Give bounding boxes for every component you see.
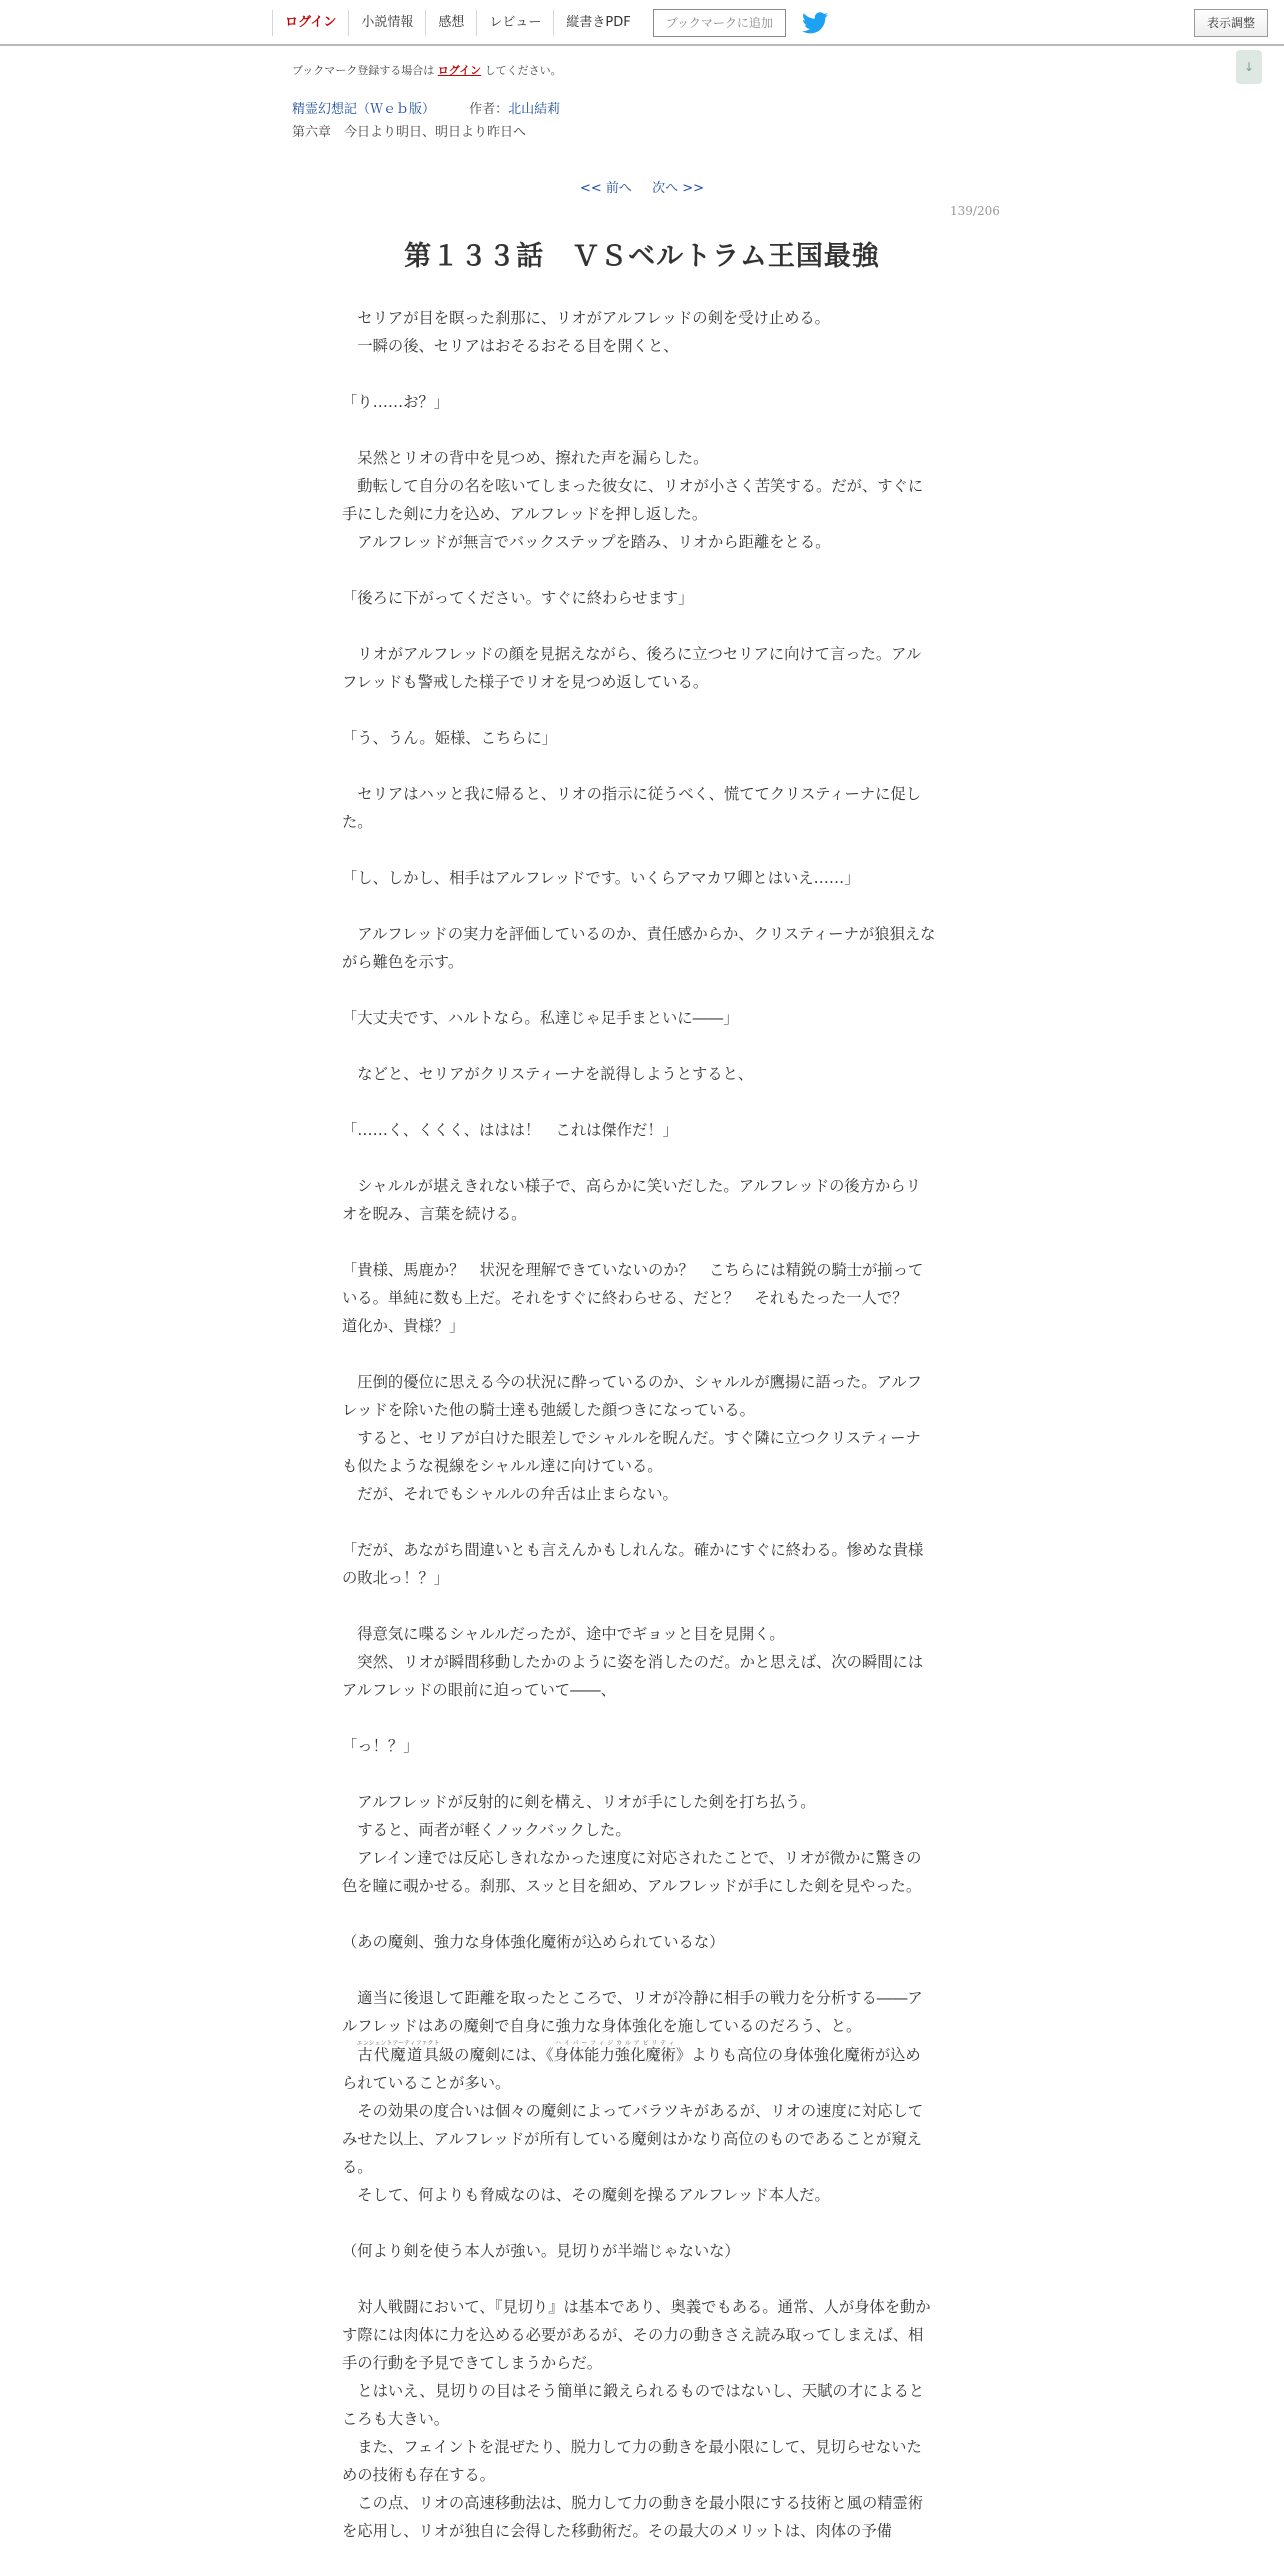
novel-paragraph: 一瞬の後、セリアはおそるおそる目を開くと、 [342, 337, 679, 355]
novel-paragraph: 突然、リオが瞬間移動したかのように姿を消したのだ。かと思えば、次の瞬間にはアルフレッドの眼前に迫っていて――、 [342, 1653, 924, 1699]
novel-paragraph: 「貴様、馬鹿か？ 状況を理解できていないのか？ こちらには精鋭の騎士が揃っている。単純に数も上だ。それをすぐに終わらせる、だと？ それもたった一人で？ 道化か、貴様？」 [342, 1261, 924, 1335]
nav-review-link[interactable]: レビュー [476, 10, 553, 36]
nav-login-link[interactable]: ログイン [272, 10, 348, 36]
novel-paragraph: 「し、しかし、相手はアルフレッドです。いくらアマカワ卿とはいえ……」 [342, 869, 860, 887]
display-settings-button[interactable]: 表示調整 [1194, 9, 1268, 37]
novel-paragraph: すると、セリアが白けた眼差しでシャルルを睨んだ。すぐ隣に立つクリスティーナも似たような視線をシャルル達に向けている。 [342, 1429, 921, 1475]
episode-number: 139/206 [950, 204, 1000, 218]
novel-paragraph: （あの魔剣、強力な身体強化魔術が込められているな） [342, 1933, 725, 1951]
series-info [292, 98, 560, 117]
novel-paragraph: 古代魔道具エンシェントアーティファクト級の魔剣には、《身体能力強化魔術ハイパーフィジカルアビリティ》よりも高位の身体強化魔術が込められていることが多い。 [342, 2040, 921, 2092]
novel-paragraph: とはいえ、見切りの目はそう簡単に鍛えられるものではないし、天賦の才によるところも大きい。 [342, 2382, 925, 2428]
novel-paragraph: アルフレッドが無言でバックステップを踏み、リオから距離をとる。 [342, 533, 831, 551]
series-title-link[interactable]: 精霊幻想記（Ｗｅｂ版） [292, 102, 436, 117]
nav-novel-info-link[interactable]: 小説情報 [348, 10, 425, 36]
novel-paragraph: 「……く、くくく、ははは！ これは傑作だ！」 [342, 1121, 678, 1139]
blank-line [342, 1088, 936, 1116]
novel-paragraph: 適当に後退して距離を取ったところで、リオが冷静に相手の戦力を分析する――アルフレッドはあの魔剣で自身に強力な身体強化を施しているのだろう、と。 [342, 1989, 923, 2035]
novel-paragraph: 「り……お？」 [342, 393, 450, 411]
novel-paragraph: 得意気に喋るシャルルだったが、途中でギョッと目を見開く。 [342, 1625, 785, 1643]
blank-line [342, 892, 936, 920]
blank-line [342, 1900, 936, 1928]
ruby-ancient-artifact: 古代魔道具エンシェントアーティファクト [356, 2040, 440, 2064]
novel-paragraph: セリアが目を瞑った刹那に、リオがアルフレッドの剣を受け止める。 [342, 309, 830, 327]
blank-line [342, 1704, 936, 1732]
arrow-down-icon: ↓ [1243, 60, 1255, 74]
login-note-text-before: ブックマーク登録する場合は [292, 64, 435, 77]
novel-paragraph: そして、何よりも脅威なのは、その魔剣を操るアルフレッド本人だ。 [342, 2186, 830, 2204]
add-bookmark-button[interactable]: ブックマークに追加 [653, 9, 786, 37]
blank-line [342, 1592, 936, 1620]
novel-paragraph: 「大丈夫です、ハルトなら。私達じゃ足手まといに――」 [342, 1009, 739, 1027]
blank-line [342, 1508, 936, 1536]
novel-paragraph: アルフレッドの実力を評価しているのか、責任感からか、クリスティーナが狼狽えながら難色を示す。 [342, 925, 936, 971]
login-note-link[interactable]: ログイン [437, 64, 482, 77]
scroll-down-tab[interactable] [1236, 50, 1262, 84]
episode-title: 第１３３話 ＶＳベルトラム王国最強 [404, 241, 880, 272]
novel-paragraph: すると、両者が軽くノックバックした。 [342, 1821, 631, 1839]
novel-paragraph: 動転して自分の名を呟いてしまった彼女に、リオが小さく苦笑する。だが、すぐに手にした剣に力を込め、アルフレッドを押し返した。 [342, 477, 924, 523]
main-nav [272, 0, 828, 46]
blank-line [342, 1032, 936, 1060]
novel-paragraph: などと、セリアがクリスティーナを説得しようとすると、 [342, 1065, 754, 1083]
top-navigation-bar [0, 0, 1284, 46]
blank-line [342, 976, 936, 1004]
novel-paragraph: 「う、うん。姫様、こちらに」 [342, 729, 558, 747]
novel-paragraph: セリアはハッと我に帰ると、リオの指示に従うべく、慌ててクリスティーナに促した。 [342, 785, 921, 831]
prev-episode-link[interactable]: << 前へ [580, 181, 632, 196]
novel-paragraph: また、フェイントを混ぜたり、脱力して力の動きを最小限にして、見切らせないための技術も存在する。 [342, 2438, 922, 2484]
blank-line [342, 2209, 936, 2237]
chapter-title: 第六章 今日より明日、明日より昨日へ [292, 125, 527, 140]
nav-vertical-pdf-link[interactable]: 縦書きPDF [553, 10, 642, 36]
next-episode-link[interactable]: 次へ >> [652, 181, 704, 196]
blank-line [342, 1228, 936, 1256]
novel-paragraph: 「っ！？」 [342, 1737, 419, 1755]
blank-line [342, 556, 936, 584]
blank-line [342, 752, 936, 780]
novel-paragraph: だが、それでもシャルルの弁舌は止まらない。 [342, 1485, 678, 1503]
novel-paragraph: リオがアルフレッドの顔を見据えながら、後ろに立つセリアに向けて言った。アルフレッドも警戒した様子でリオを見つめ返している。 [342, 645, 922, 691]
ruby-hyper-physical-ability: 身体能力強化魔術ハイパーフィジカルアビリティ [553, 2040, 676, 2064]
blank-line [342, 360, 936, 388]
novel-paragraph: その効果の度合いは個々の魔剣によってバラツキがあるが、リオの速度に対応してみせた以上、アルフレッドが所有している魔剣はかなり高位のものであることが窺える。 [342, 2102, 924, 2176]
novel-paragraph: 「だが、あながち間違いとも言えんかもしれんな。確かにすぐに終わる。惨めな貴様の敗北っ！？」 [342, 1541, 924, 1587]
login-note [292, 62, 562, 78]
novel-body [342, 304, 936, 2545]
novel-paragraph: シャルルが堪えきれない様子で、高らかに笑いだした。アルフレッドの後方からリオを睨み、言葉を続ける。 [342, 1177, 921, 1223]
blank-line [342, 1956, 936, 1984]
blank-line [342, 612, 936, 640]
novel-paragraph: アルフレッドが反射的に剣を構え、リオが手にした剣を打ち払う。 [342, 1793, 816, 1811]
blank-line [342, 1340, 936, 1368]
blank-line [342, 1760, 936, 1788]
novel-paragraph: 呆然とリオの背中を見つめ、擦れた声を漏らした。 [342, 449, 709, 467]
blank-line [342, 2265, 936, 2293]
blank-line [342, 416, 936, 444]
blank-line [342, 836, 936, 864]
author-link[interactable]: 北山結莉 [508, 102, 561, 117]
login-note-text-after: してください。 [484, 64, 562, 77]
novel-paragraph: （何より剣を使う本人が強い。見切りが半端じゃないな） [342, 2242, 740, 2260]
twitter-bird-icon[interactable] [802, 12, 828, 34]
novel-paragraph: 対人戦闘において、『見切り』は基本であり、奥義でもある。通常、人が身体を動かす際には肉体に力を込める必要があるが、その力の動きさえ読み取ってしまえば、相手の行動を予見できてしまうからだ。 [342, 2298, 931, 2372]
blank-line [342, 696, 936, 724]
nav-impressions-link[interactable]: 感想 [425, 10, 476, 36]
author-label: 作者： [469, 102, 509, 117]
blank-line [342, 1144, 936, 1172]
episode-pager [0, 177, 1284, 196]
novel-paragraph: アレイン達では反応しきれなかった速度に対応されたことで、リオが微かに驚きの色を瞳に覗かせる。刹那、スッと目を細め、アルフレッドが手にした剣を見やった。 [342, 1849, 922, 1895]
novel-paragraph: 「後ろに下がってください。すぐに終わらせます」 [342, 589, 694, 607]
novel-paragraph: この点、リオの高速移動法は、脱力して力の動きを最小限にする技術と風の精霊術を応用し、リオが独自に会得した移動術だ。その最大のメリットは、肉体の予備 [342, 2494, 924, 2540]
novel-paragraph: 圧倒的優位に思える今の状況に酔っているのか、シャルルが鷹揚に語った。アルフレッドを除いた他の騎士達も弛緩した顔つきになっている。 [342, 1373, 922, 1419]
